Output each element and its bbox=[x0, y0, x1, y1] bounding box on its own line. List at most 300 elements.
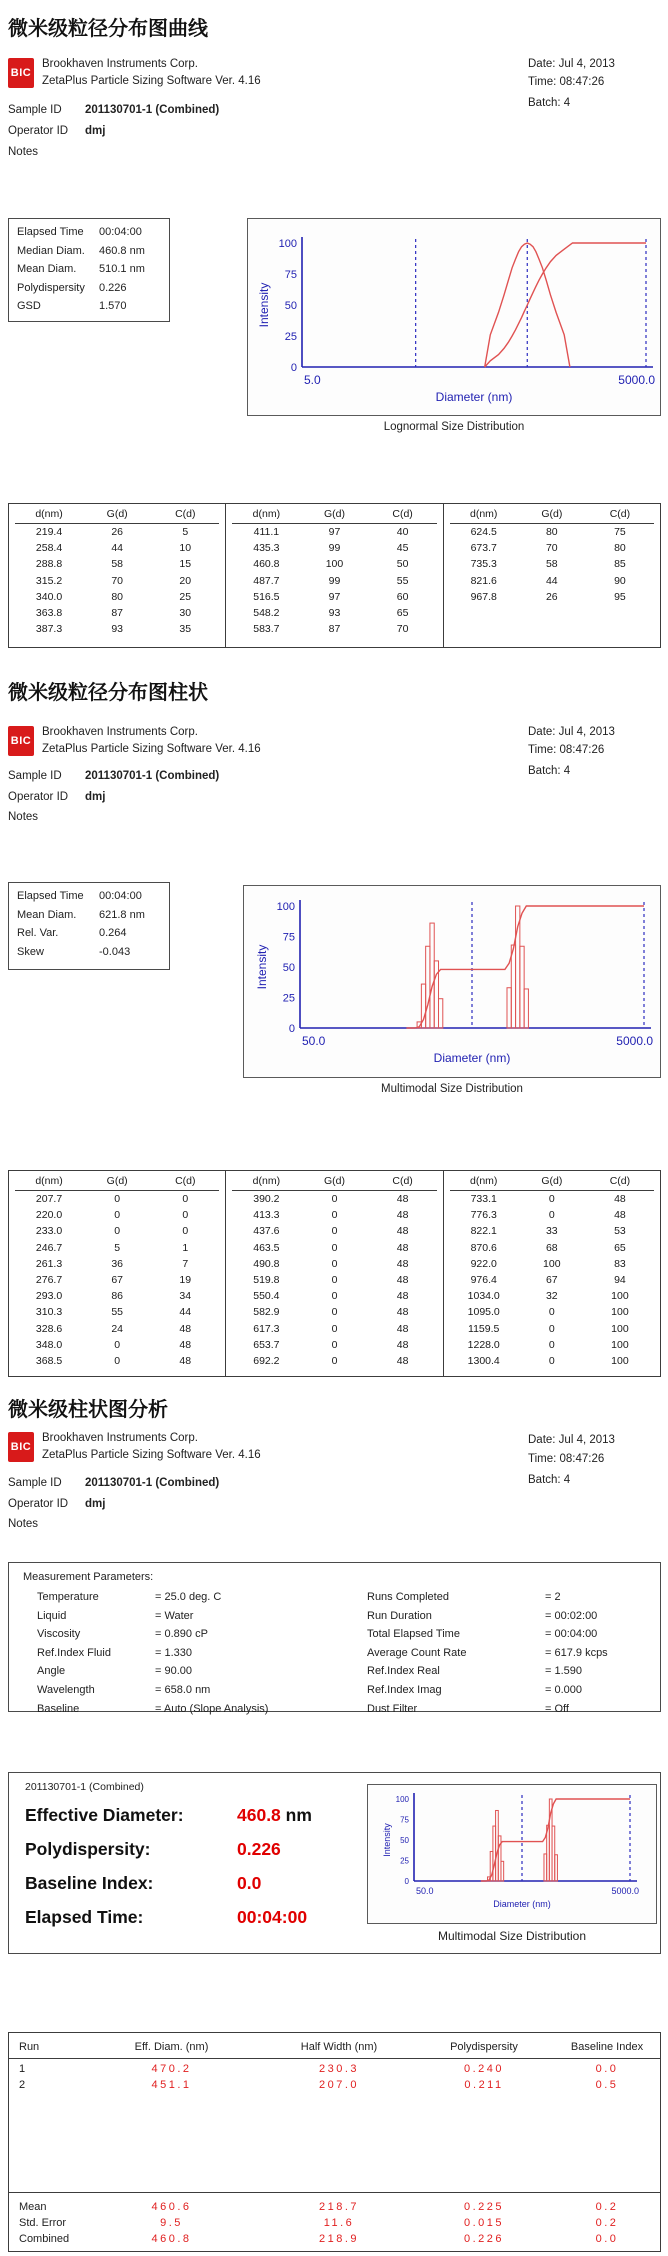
parameter-label: Viscosity bbox=[37, 1628, 81, 1641]
column-header: G(d) bbox=[323, 1175, 345, 1187]
table-row bbox=[15, 1258, 219, 1274]
table-cell: 70 bbox=[396, 623, 409, 636]
y-tick-label: 100 bbox=[278, 237, 297, 250]
table-cell: 288.8 bbox=[35, 558, 63, 571]
table-cell: 0 bbox=[548, 1209, 555, 1222]
table-header-row bbox=[232, 508, 436, 524]
table-cell: 10 bbox=[179, 542, 192, 555]
run-table-row bbox=[9, 2233, 660, 2245]
table-cell: 100 bbox=[611, 1306, 629, 1319]
run-value: 207.0 bbox=[318, 2079, 360, 2091]
table-cell: 0 bbox=[548, 1322, 555, 1335]
table-cell: 0 bbox=[114, 1338, 121, 1351]
parameter-row bbox=[367, 1610, 608, 1629]
table-cell: 99 bbox=[328, 574, 341, 587]
table-row bbox=[232, 1323, 436, 1339]
table-row bbox=[450, 1274, 654, 1290]
table-cell: 207.7 bbox=[35, 1193, 63, 1205]
table-cell: 44 bbox=[111, 542, 123, 555]
table-cell: 460.8 bbox=[253, 558, 280, 571]
stat-value: -0.043 bbox=[99, 945, 131, 958]
stat-value: 510.1 nm bbox=[99, 263, 145, 276]
table-row bbox=[232, 526, 436, 542]
table-row bbox=[15, 558, 219, 574]
run-value: 0.5 bbox=[595, 2079, 619, 2091]
table-cell: 44 bbox=[545, 574, 558, 587]
table-cell: 821.6 bbox=[470, 574, 497, 587]
stat-row bbox=[17, 909, 169, 928]
table-header-row bbox=[232, 1175, 436, 1191]
column-header: d(nm) bbox=[470, 1175, 498, 1187]
table-row bbox=[232, 1290, 436, 1306]
result-value: 00:04:00 bbox=[237, 1907, 308, 1927]
column-header: C(d) bbox=[392, 508, 413, 520]
table-cell: 490.8 bbox=[253, 1257, 280, 1270]
run-value: 470.2 bbox=[151, 2063, 192, 2075]
table-cell: 276.7 bbox=[35, 1273, 63, 1286]
table-cell: 463.5 bbox=[253, 1241, 280, 1254]
table-cell: 1159.5 bbox=[468, 1322, 500, 1335]
operator-id-value: dmj bbox=[85, 1498, 106, 1510]
x-axis-title: Diameter (nm) bbox=[493, 1899, 551, 1909]
report-date: Date: Jul 4, 2013 bbox=[528, 1434, 615, 1446]
parameter-label: Dust Filter bbox=[367, 1702, 418, 1715]
table-cell: 219.4 bbox=[35, 526, 63, 538]
column-header: C(d) bbox=[609, 1175, 631, 1187]
table-row bbox=[15, 542, 219, 558]
table-cell: 80 bbox=[545, 526, 558, 538]
operator-id-label: Operator ID bbox=[8, 125, 69, 137]
table-row bbox=[15, 1323, 219, 1339]
table-cell: 87 bbox=[111, 606, 123, 619]
result-unit: nm bbox=[280, 1805, 312, 1825]
table-row bbox=[232, 623, 436, 639]
table-cell: 0 bbox=[548, 1306, 555, 1319]
table-cell: 48 bbox=[396, 1354, 409, 1367]
table-cell: 97 bbox=[328, 526, 341, 538]
run-id: Combined bbox=[19, 2233, 70, 2245]
sample-id-label: Sample ID bbox=[8, 770, 62, 782]
x-tick-label: 5000.0 bbox=[611, 1886, 639, 1896]
parameter-row bbox=[37, 1628, 268, 1647]
company-name: Brookhaven Instruments Corp. bbox=[42, 58, 198, 70]
y-tick-label: 75 bbox=[400, 1815, 409, 1825]
table-row bbox=[15, 1274, 219, 1290]
table-cell: 1095.0 bbox=[467, 1306, 500, 1319]
table-row bbox=[15, 591, 219, 607]
parameter-row bbox=[367, 1628, 608, 1647]
sample-id-value: 201130701-1 (Combined) bbox=[85, 770, 220, 782]
table-row bbox=[15, 1306, 219, 1322]
table-cell: 0 bbox=[331, 1322, 338, 1335]
table-cell: 0 bbox=[331, 1338, 338, 1351]
parameter-label: Angle bbox=[37, 1665, 66, 1678]
table-cell: 50 bbox=[396, 558, 409, 571]
table-cell: 75 bbox=[614, 526, 626, 538]
chart-axes bbox=[302, 237, 653, 367]
stat-label: Rel. Var. bbox=[17, 927, 59, 940]
table-cell: 0 bbox=[182, 1193, 189, 1205]
multimodal-chart bbox=[244, 886, 659, 1076]
table-cell: 48 bbox=[614, 1209, 626, 1222]
column-header: d(nm) bbox=[35, 508, 63, 520]
run-value: 218.9 bbox=[318, 2233, 360, 2245]
table-row bbox=[232, 607, 436, 623]
parameter-row bbox=[367, 1665, 608, 1684]
table-cell: 0 bbox=[548, 1354, 555, 1367]
table-cell: 24 bbox=[111, 1322, 123, 1335]
x-axis-title: Diameter (nm) bbox=[435, 390, 513, 404]
table-cell: 776.3 bbox=[470, 1209, 497, 1222]
parameter-label: Runs Completed bbox=[367, 1591, 449, 1603]
table-column-group bbox=[9, 504, 225, 647]
result-label: Baseline Index: bbox=[25, 1873, 154, 1893]
stat-value: 0.226 bbox=[99, 281, 127, 294]
multimodal-chart-frame bbox=[243, 885, 661, 1078]
column-header: C(d) bbox=[609, 508, 631, 520]
results-chart-frame bbox=[367, 1784, 657, 1924]
table-row bbox=[15, 607, 219, 623]
cumulative-curve bbox=[485, 243, 646, 367]
table-cell: 86 bbox=[111, 1290, 123, 1303]
table-cell: 435.3 bbox=[253, 542, 280, 555]
run-value: 9.5 bbox=[160, 2217, 183, 2229]
run-column-header: Half Width (nm) bbox=[300, 2041, 378, 2053]
bic-logo: BIC bbox=[8, 1432, 34, 1462]
run-value: 11.6 bbox=[323, 2217, 355, 2229]
parameter-value: = 00:04:00 bbox=[545, 1628, 598, 1641]
table-cell: 48 bbox=[179, 1322, 192, 1335]
table-cell: 390.2 bbox=[253, 1193, 280, 1205]
software-version: ZetaPlus Particle Sizing Software Ver. 4.16 bbox=[42, 743, 261, 755]
x-tick-label: 5000.0 bbox=[618, 373, 655, 387]
run-column-header: Run bbox=[19, 2041, 40, 2053]
run-value: 0.211 bbox=[464, 2079, 504, 2091]
table-cell: 437.6 bbox=[253, 1225, 280, 1238]
table-cell: 315.2 bbox=[35, 574, 63, 587]
table-cell: 35 bbox=[179, 623, 192, 636]
y-tick-label: 75 bbox=[284, 268, 297, 281]
table-row bbox=[450, 1193, 654, 1209]
run-table-row bbox=[9, 2063, 660, 2075]
table-row bbox=[15, 1225, 219, 1241]
y-tick-label: 100 bbox=[395, 1794, 409, 1804]
table-cell: 624.5 bbox=[470, 526, 497, 538]
column-header: G(d) bbox=[106, 1175, 128, 1187]
table-header-row bbox=[15, 1175, 219, 1191]
run-column-header: Polydispersity bbox=[450, 2041, 518, 2053]
stat-row bbox=[17, 245, 169, 264]
x-tick-label: 50.0 bbox=[416, 1886, 434, 1896]
table-cell: 20 bbox=[179, 574, 192, 587]
table-row bbox=[450, 1290, 654, 1306]
parameter-label: Temperature bbox=[37, 1591, 99, 1603]
table-cell: 26 bbox=[111, 526, 123, 538]
parameter-value: = 2 bbox=[545, 1591, 561, 1603]
run-value: 451.1 bbox=[151, 2079, 192, 2091]
column-header: C(d) bbox=[175, 508, 196, 520]
table-cell: 85 bbox=[614, 558, 626, 571]
parameter-label: Ref.Index Imag bbox=[367, 1683, 442, 1696]
table-cell: 65 bbox=[614, 1241, 626, 1254]
table-row bbox=[15, 575, 219, 591]
table-cell: 53 bbox=[614, 1225, 626, 1238]
table-cell: 822.1 bbox=[470, 1225, 497, 1238]
chart-axes bbox=[300, 900, 651, 1028]
result-label: Elapsed Time: bbox=[25, 1907, 144, 1927]
table-cell: 80 bbox=[111, 590, 123, 603]
table-cell: 583.7 bbox=[253, 623, 280, 636]
stat-row bbox=[17, 927, 169, 946]
column-header: G(d) bbox=[541, 1175, 563, 1187]
table-header-row bbox=[450, 508, 654, 524]
section1-title: 微米级粒径分布图曲线 bbox=[8, 16, 208, 40]
parameter-row bbox=[37, 1684, 268, 1703]
table-cell: 33 bbox=[545, 1225, 558, 1238]
company-name: Brookhaven Instruments Corp. bbox=[42, 1432, 198, 1444]
table-cell: 48 bbox=[179, 1338, 192, 1351]
y-axis-title: Intensity bbox=[255, 944, 269, 990]
table-cell: 19 bbox=[179, 1273, 192, 1286]
table-cell: 519.8 bbox=[253, 1273, 280, 1286]
table-cell: 0 bbox=[331, 1273, 338, 1286]
chart-axes bbox=[414, 1793, 637, 1881]
sample-id-value: 201130701-1 (Combined) bbox=[85, 104, 220, 116]
table-cell: 233.0 bbox=[35, 1225, 63, 1238]
parameter-row bbox=[37, 1610, 268, 1629]
table-row bbox=[450, 1242, 654, 1258]
table-cell: 100 bbox=[611, 1290, 629, 1303]
table-cell: 48 bbox=[396, 1257, 409, 1270]
table-cell: 0 bbox=[331, 1225, 338, 1238]
stat-label: Median Diam. bbox=[17, 244, 85, 257]
parameter-label: Wavelength bbox=[37, 1683, 95, 1696]
table-cell: 0 bbox=[548, 1338, 555, 1351]
table-row bbox=[232, 1274, 436, 1290]
table-row bbox=[232, 1258, 436, 1274]
parameter-value: = Auto (Slope Analysis) bbox=[155, 1702, 269, 1715]
notes-label: Notes bbox=[8, 146, 39, 158]
parameter-label: Ref.Index Real bbox=[367, 1665, 440, 1678]
stats-box-lognormal bbox=[8, 218, 170, 322]
result-value: 460.8 nm bbox=[237, 1805, 312, 1825]
table-row bbox=[15, 1209, 219, 1225]
table-cell: 67 bbox=[545, 1273, 558, 1286]
y-axis-title: Intensity bbox=[257, 282, 271, 328]
stat-label: Polydispersity bbox=[17, 281, 85, 294]
run-table-summary bbox=[9, 2192, 660, 2245]
table-cell: 55 bbox=[111, 1306, 123, 1319]
table-row bbox=[232, 542, 436, 558]
stat-label: Elapsed Time bbox=[17, 890, 84, 902]
table-header-row bbox=[450, 1175, 654, 1191]
run-value: 230.3 bbox=[318, 2063, 360, 2075]
table-cell: 582.9 bbox=[253, 1306, 280, 1319]
table-cell: 44 bbox=[179, 1306, 192, 1319]
table-cell: 0 bbox=[114, 1354, 121, 1367]
bic-logo: BIC bbox=[8, 726, 34, 756]
table-cell: 48 bbox=[396, 1306, 409, 1319]
table-row bbox=[15, 1193, 219, 1209]
table-row bbox=[450, 558, 654, 574]
table-cell: 70 bbox=[545, 542, 558, 555]
table-row bbox=[15, 623, 219, 639]
table-cell: 80 bbox=[614, 542, 626, 555]
table-cell: 48 bbox=[396, 1273, 409, 1286]
stat-row bbox=[17, 890, 169, 909]
stat-label: Elapsed Time bbox=[17, 226, 84, 238]
table-row bbox=[450, 1306, 654, 1322]
run-value: 0.0 bbox=[595, 2063, 619, 2075]
table-cell: 733.1 bbox=[470, 1193, 497, 1205]
table-cell: 30 bbox=[179, 606, 192, 619]
parameter-value: = 90.00 bbox=[155, 1665, 193, 1678]
parameter-row bbox=[367, 1647, 608, 1666]
table-row bbox=[15, 1355, 219, 1371]
column-header: d(nm) bbox=[35, 1175, 63, 1187]
results-box bbox=[8, 1772, 661, 1954]
table-cell: 0 bbox=[114, 1193, 121, 1205]
run-value: 0.0 bbox=[595, 2233, 619, 2245]
parameter-label: Ref.Index Fluid bbox=[37, 1646, 111, 1659]
table-cell: 55 bbox=[396, 574, 409, 587]
table-cell: 48 bbox=[614, 1193, 626, 1205]
table-row bbox=[232, 575, 436, 591]
parameter-label: Average Count Rate bbox=[367, 1646, 467, 1659]
table-cell: 100 bbox=[325, 558, 344, 571]
parameter-row bbox=[37, 1703, 268, 1722]
column-header: G(d) bbox=[541, 508, 563, 520]
table-cell: 328.6 bbox=[35, 1322, 63, 1335]
table-cell: 0 bbox=[548, 1193, 555, 1205]
table-row bbox=[450, 1339, 654, 1355]
table-cell: 48 bbox=[396, 1322, 409, 1335]
run-value: 460.8 bbox=[151, 2233, 192, 2245]
run-column-header: Eff. Diam. (nm) bbox=[134, 2041, 209, 2053]
parameter-label: Baseline bbox=[37, 1702, 80, 1715]
column-header: C(d) bbox=[392, 1175, 413, 1187]
stat-row bbox=[17, 300, 169, 319]
results-sample-id: 201130701-1 (Combined) bbox=[25, 1781, 144, 1793]
x-tick-label: 5.0 bbox=[304, 373, 321, 387]
table-cell: 48 bbox=[396, 1225, 409, 1238]
parameter-value: = Water bbox=[155, 1609, 194, 1622]
table-cell: 100 bbox=[543, 1257, 561, 1270]
table-cell: 67 bbox=[111, 1273, 123, 1286]
table-cell: 65 bbox=[396, 606, 409, 619]
table-cell: 368.5 bbox=[35, 1354, 63, 1367]
parameter-row bbox=[367, 1591, 608, 1610]
table-cell: 48 bbox=[396, 1290, 409, 1303]
table-cell: 735.3 bbox=[470, 558, 497, 571]
table-row bbox=[15, 1290, 219, 1306]
table-cell: 617.3 bbox=[253, 1322, 280, 1335]
table-cell: 0 bbox=[182, 1209, 189, 1222]
table-row bbox=[450, 575, 654, 591]
result-label: Polydispersity: bbox=[25, 1839, 151, 1859]
run-table-row bbox=[9, 2079, 660, 2091]
run-value: 0.240 bbox=[463, 2063, 505, 2075]
parameter-value: = 1.590 bbox=[545, 1665, 583, 1678]
table-row bbox=[232, 1242, 436, 1258]
table-cell: 1300.4 bbox=[467, 1354, 500, 1367]
report-time: Time: 08:47:26 bbox=[528, 76, 605, 88]
results-chart-caption: Multimodal Size Distribution bbox=[437, 1929, 587, 1943]
operator-id-value: dmj bbox=[85, 125, 106, 137]
run-table-header bbox=[9, 2033, 660, 2059]
table-cell: 40 bbox=[396, 526, 409, 538]
report-time: Time: 08:47:26 bbox=[528, 744, 605, 756]
run-value: 0.2 bbox=[595, 2217, 619, 2229]
table-cell: 45 bbox=[396, 542, 409, 555]
report-date: Date: Jul 4, 2013 bbox=[528, 726, 615, 738]
column-header: d(nm) bbox=[252, 508, 281, 520]
software-version: ZetaPlus Particle Sizing Software Ver. 4.16 bbox=[42, 75, 261, 87]
table-row bbox=[15, 1242, 219, 1258]
lognormal-chart bbox=[248, 219, 659, 414]
run-value: 0.226 bbox=[463, 2233, 505, 2245]
multimodal-caption: Multimodal Size Distribution bbox=[381, 1083, 523, 1095]
table-cell: 48 bbox=[179, 1354, 192, 1367]
table-cell: 0 bbox=[331, 1306, 338, 1319]
stat-row bbox=[17, 226, 169, 245]
y-tick-label: 50 bbox=[400, 1835, 409, 1845]
stat-label: Mean Diam. bbox=[17, 908, 77, 921]
table-row bbox=[15, 526, 219, 542]
y-axis-title: Intensity bbox=[382, 1823, 392, 1857]
table-cell: 58 bbox=[111, 558, 123, 571]
y-tick-label: 100 bbox=[276, 900, 295, 913]
table-cell: 48 bbox=[396, 1193, 409, 1205]
section2-title: 微米级粒径分布图柱状 bbox=[8, 680, 208, 704]
table-cell: 90 bbox=[614, 574, 626, 587]
batch-number: Batch: 4 bbox=[528, 1474, 571, 1486]
table-cell: 100 bbox=[611, 1338, 629, 1351]
table-cell: 1 bbox=[182, 1241, 189, 1254]
parameter-value: = 00:02:00 bbox=[545, 1609, 598, 1622]
column-header: C(d) bbox=[175, 1175, 196, 1187]
run-table-row bbox=[9, 2217, 660, 2229]
batch-number: Batch: 4 bbox=[528, 97, 571, 109]
stat-row bbox=[17, 282, 169, 301]
parameter-value: = 25.0 deg. C bbox=[155, 1591, 222, 1603]
table-cell: 94 bbox=[614, 1273, 626, 1286]
table-cell: 261.3 bbox=[35, 1257, 63, 1270]
parameter-label: Run Duration bbox=[367, 1609, 432, 1622]
y-tick-label: 25 bbox=[282, 992, 295, 1005]
table-cell: 48 bbox=[396, 1241, 409, 1254]
report-time: Time: 08:47:26 bbox=[528, 1453, 605, 1465]
table-cell: 87 bbox=[328, 623, 341, 636]
operator-id-value: dmj bbox=[85, 791, 106, 803]
results-multimodal-chart bbox=[368, 1785, 656, 1923]
run-column-header: Baseline Index bbox=[570, 2041, 644, 2053]
result-label: Effective Diameter: bbox=[25, 1805, 184, 1825]
lognormal-caption: Lognormal Size Distribution bbox=[383, 421, 525, 433]
y-tick-label: 0 bbox=[404, 1876, 409, 1886]
table-cell: 692.2 bbox=[253, 1354, 280, 1367]
table-cell: 870.6 bbox=[470, 1241, 497, 1254]
table-row bbox=[232, 591, 436, 607]
table-cell: 487.7 bbox=[253, 574, 280, 587]
notes-label: Notes bbox=[8, 811, 39, 823]
parameters-left-column bbox=[37, 1591, 268, 1721]
table-column-group bbox=[225, 504, 442, 647]
table-cell: 48 bbox=[396, 1209, 409, 1222]
table-column-group bbox=[443, 504, 660, 647]
table-column-group bbox=[443, 1171, 660, 1376]
column-header: d(nm) bbox=[252, 1175, 281, 1187]
